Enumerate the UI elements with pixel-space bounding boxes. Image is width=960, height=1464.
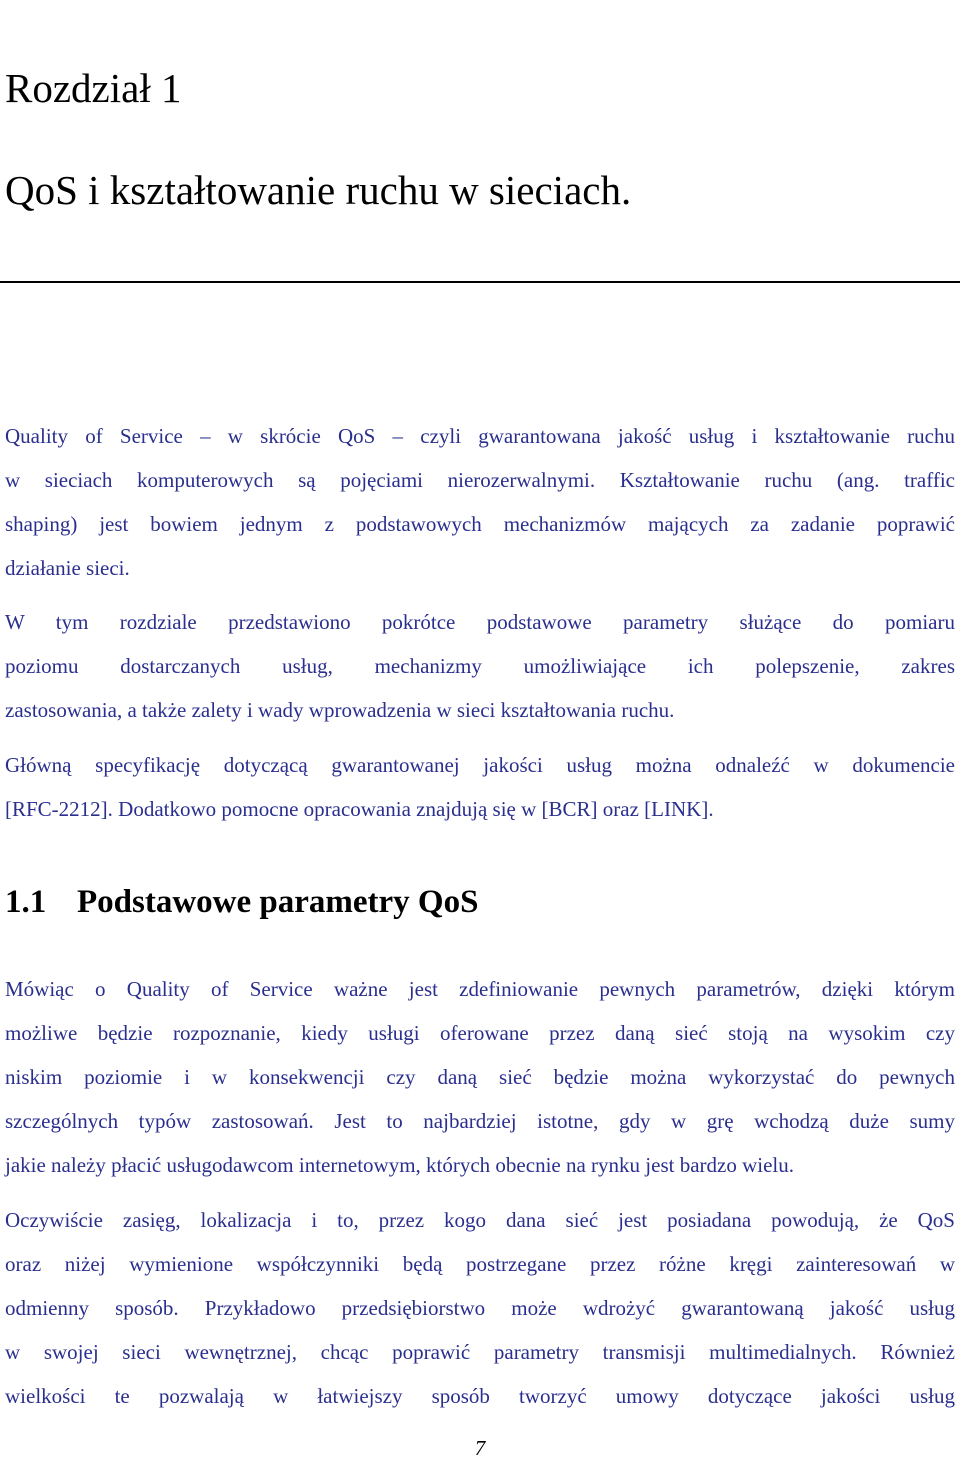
paragraph-line: shaping) jest bowiem jednym z podstawowych mechanizmów mających za zadanie poprawić [5, 512, 955, 536]
paragraph-line: działanie sieci. [5, 556, 130, 580]
paragraph-line: [RFC-2212]. Dodatkowo pomocne opracowania znajdują się w [BCR] oraz [LINK]. [5, 797, 714, 821]
paragraph-line: Główną specyfikację dotyczącą gwarantowanej jakości usług można odnaleźć w dokumencie [5, 753, 955, 777]
paragraph-line: poziomu dostarczanych usług, mechanizmy umożliwiające ich polepszenie, zakres [5, 654, 955, 678]
paragraph-line: jakie należy płacić usługodawcom internetowym, których obecnie na rynku jest bardzo wielu. [5, 1153, 794, 1177]
paragraph-line: Quality of Service – w skrócie QoS – czyli gwarantowana jakość usług i kształtowanie ruchu [5, 424, 955, 448]
section-heading [5, 886, 478, 919]
references-paragraph [5, 743, 955, 831]
paragraph-line: w swojej sieci wewnętrznej, chcąc poprawić parametry transmisji multimedialnych. Również [5, 1340, 955, 1364]
chapter-title: QoS i kształtowanie ruchu w sieciach. [5, 167, 632, 213]
section-number: 1.1 [5, 884, 47, 920]
paragraph-line: w sieciach komputerowych są pojęciami nierozerwalnymi. Kształtowanie ruchu (ang. traffic [5, 468, 955, 492]
section-title: Podstawowe parametry QoS [77, 884, 479, 920]
perspective-paragraph [5, 1198, 955, 1418]
paragraph-line: wielkości te pozwalają w łatwiejszy sposób tworzyć umowy dotyczące jakości usług [5, 1384, 955, 1408]
scope-paragraph [5, 600, 955, 732]
qos-parameters-paragraph [5, 967, 955, 1187]
paragraph-line: Mówiąc o Quality of Service ważne jest zdefiniowanie pewnych parametrów, dzięki którym [5, 977, 955, 1001]
paragraph-line: szczególnych typów zastosowań. Jest to najbardziej istotne, gdy w grę wchodzą duże sumy [5, 1109, 955, 1133]
paragraph-line: możliwe będzie rozpoznanie, kiedy usługi oferowane przez daną sieć stoją na wysokim czy [5, 1021, 955, 1045]
paragraph-line: W tym rozdziale przedstawiono pokrótce podstawowe parametry służące do pomiaru [5, 610, 955, 634]
chapter-label: Rozdział 1 [5, 65, 182, 111]
paragraph-line: zastosowania, a także zalety i wady wprowadzenia w sieci kształtowania ruchu. [5, 698, 675, 722]
intro-paragraph [5, 414, 955, 590]
page-number: 7 [474, 1436, 486, 1460]
paragraph-line: oraz niżej wymienione współczynniki będą postrzegane przez różne kręgi zainteresowań w [5, 1252, 955, 1276]
chapter-divider [0, 281, 960, 283]
paragraph-line: Oczywiście zasięg, lokalizacja i to, przez kogo dana sieć jest posiadana powodują, że QoS [5, 1208, 955, 1232]
paragraph-line: niskim poziomie i w konsekwencji czy daną sieć będzie można wykorzystać do pewnych [5, 1065, 955, 1089]
paragraph-line: odmienny sposób. Przykładowo przedsiębiorstwo może wdrożyć gwarantowaną jakość usług [5, 1296, 955, 1320]
